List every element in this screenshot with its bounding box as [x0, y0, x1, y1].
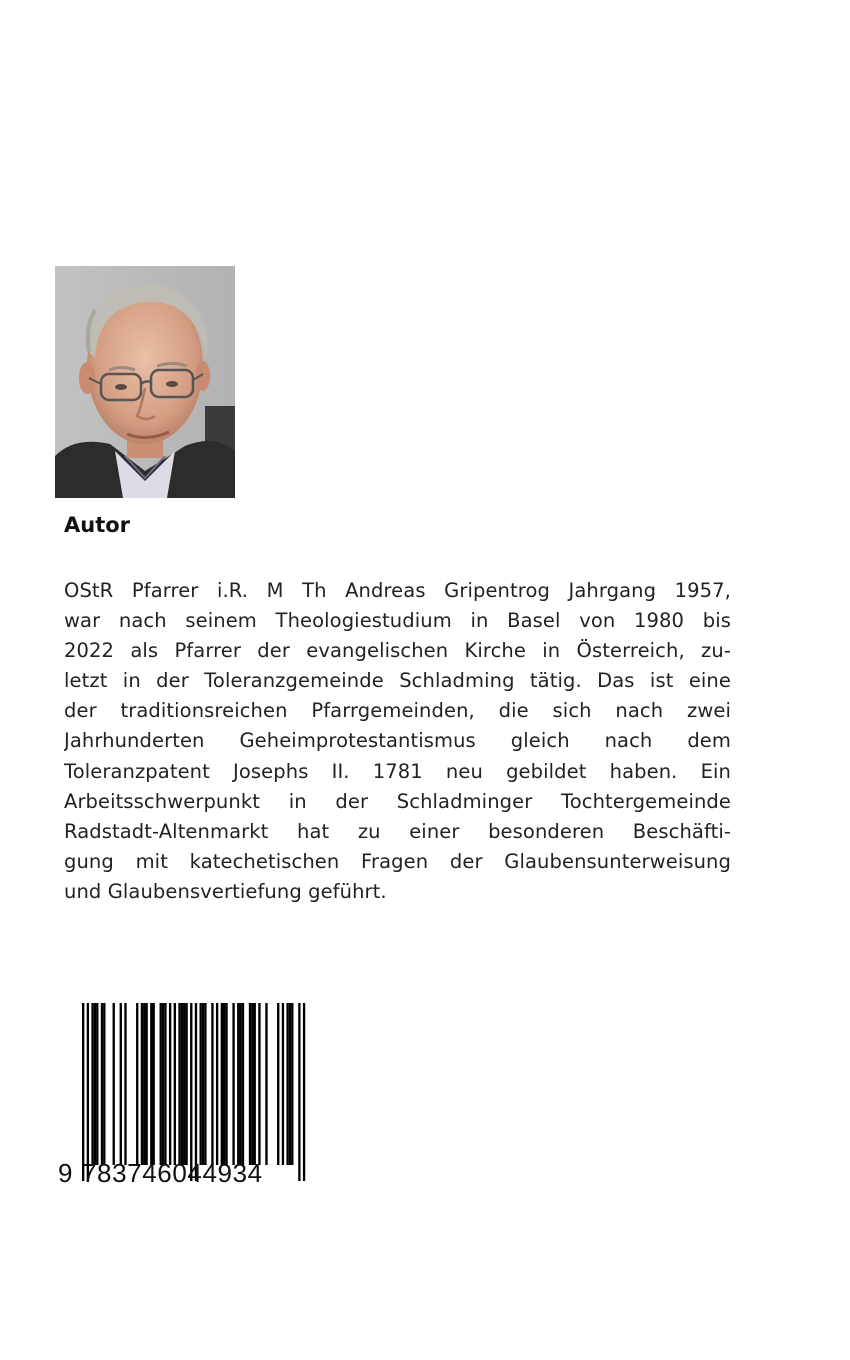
author-bio — [64, 576, 731, 907]
barcode-bar — [169, 1003, 171, 1165]
barcode-bar — [303, 1003, 305, 1181]
bio-line: Radstadt-Altenmarkt hat zu einer besonderen Beschäfti- — [64, 819, 731, 843]
barcode-bar — [136, 1003, 138, 1165]
barcode-bar — [282, 1003, 284, 1165]
barcode-bar — [164, 1003, 166, 1165]
isbn-first-digit: 9 — [58, 1158, 73, 1188]
barcode-bar — [162, 1003, 164, 1165]
barcode-bar — [101, 1003, 103, 1165]
bio-line: der traditionsreichen Pfarrgemeinden, die sich nach zwei — [64, 699, 731, 723]
barcode-bar — [289, 1003, 291, 1165]
barcode-bar — [174, 1003, 176, 1165]
barcode-bar — [211, 1003, 213, 1165]
barcode-bar — [153, 1003, 155, 1165]
barcode-bar — [178, 1003, 180, 1165]
bio-line: und Glaubensvertiefung geführt. — [64, 879, 387, 903]
barcode-bar — [277, 1003, 279, 1165]
barcode-bar — [251, 1003, 253, 1165]
barcode-bar — [232, 1003, 234, 1165]
barcode-bar — [216, 1003, 218, 1165]
barcode-bar — [91, 1003, 93, 1165]
barcode-bar — [150, 1003, 152, 1165]
bio-line: Jahrhunderten Geheimprotestantismus gleich nach dem — [64, 729, 731, 753]
barcode-bar — [249, 1003, 251, 1165]
barcode-bar — [160, 1003, 162, 1165]
author-photo — [55, 266, 235, 498]
author-heading: Autor — [64, 513, 131, 537]
barcode-bar — [141, 1003, 143, 1165]
barcode-bar — [94, 1003, 96, 1165]
bio-line: Arbeitsschwerpunkt in der Schladminger Tochtergemeinde — [64, 789, 731, 813]
barcode-bar — [202, 1003, 204, 1165]
barcode-bar — [221, 1003, 223, 1165]
bio-line: war nach seinem Theologiestudium in Basel von 1980 bis — [64, 609, 731, 633]
barcode-bar — [298, 1003, 300, 1181]
barcode-bar — [204, 1003, 206, 1165]
barcode-bar — [239, 1003, 241, 1165]
barcode-bar — [190, 1003, 192, 1181]
barcode-bar — [113, 1003, 115, 1165]
bio-line: Toleranzpatent Josephs II. 1781 neu gebildet haben. Ein — [64, 759, 731, 783]
barcode-bar — [254, 1003, 256, 1165]
barcode-bar — [145, 1003, 147, 1165]
barcode-bar — [200, 1003, 202, 1165]
barcode-bar — [96, 1003, 98, 1165]
bio-line: 2022 als Pfarrer der evangelischen Kirche in Österreich, zu- — [64, 639, 731, 663]
barcode-bar — [237, 1003, 239, 1165]
bio-line: letzt in der Toleranzgemeinde Schladming tätig. Das ist eine — [64, 669, 731, 693]
barcode-bar — [291, 1003, 293, 1165]
barcode-bar — [103, 1003, 105, 1165]
barcode-bar — [82, 1003, 84, 1181]
bio-line: OStR Pfarrer i.R. M Th Andreas Gripentrog Jahrgang 1957, — [64, 579, 731, 602]
barcode-bar — [242, 1003, 244, 1165]
barcode-bar — [185, 1003, 187, 1165]
barcode-bar — [258, 1003, 260, 1165]
barcode-bar — [120, 1003, 122, 1165]
barcode-bar — [183, 1003, 185, 1165]
barcode-bar — [195, 1003, 197, 1181]
barcode-bar — [286, 1003, 288, 1165]
barcode-bar — [87, 1003, 89, 1181]
barcode-bar — [124, 1003, 126, 1165]
barcode-bar — [265, 1003, 267, 1165]
barcode-bar — [181, 1003, 183, 1165]
isbn-digits: 783746044934 — [82, 1158, 263, 1188]
bio-line: gung mit katechetischen Fragen der Glaubensunterweisung — [64, 849, 731, 873]
barcode-bar — [223, 1003, 225, 1165]
barcode-bar — [143, 1003, 145, 1165]
barcode-bar — [225, 1003, 227, 1165]
